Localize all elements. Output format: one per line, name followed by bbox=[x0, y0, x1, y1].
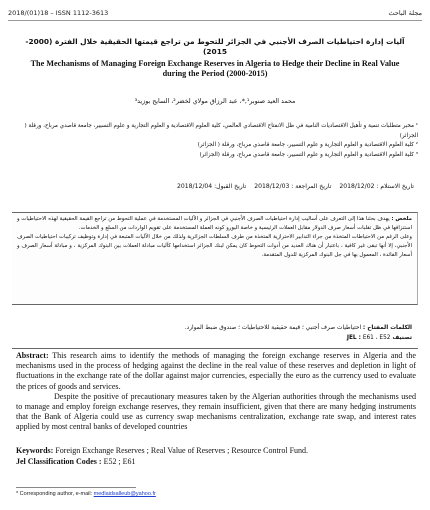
english-jel-codes: E52 ; E61 bbox=[101, 456, 136, 466]
affiliation-3: ³ كلية العلوم الاقتصادية و العلوم التجارية و علوم التسيير، جامعة قاصدي مرباح، ورقلة (الجزائر) bbox=[199, 151, 418, 158]
journal-header bbox=[8, 6, 422, 21]
journal-issue: 2018/(01)18 – ISSN 1112-3613 bbox=[8, 9, 109, 17]
corresponding-author-note bbox=[16, 491, 156, 497]
author-list: محمد العيد صنوبر¹,*، عبد الرزاق مولاي لخضر²، السايح بوزيد³ bbox=[134, 98, 296, 105]
english-keywords bbox=[16, 446, 416, 467]
section-divider bbox=[12, 348, 418, 349]
english-abstract-label: Abstract: bbox=[16, 351, 49, 360]
affiliations bbox=[12, 122, 418, 160]
english-keywords-label: Keywords: bbox=[16, 446, 54, 455]
footnote-rule bbox=[16, 487, 136, 488]
journal-name: مجلة الباحث bbox=[388, 9, 422, 17]
arabic-abstract-p1: يهدف بحثنا هذا إلى التعرف على أساليب إدارة احتياطيات الصرف الأجنبي في الجزائر و الآليات المستخدمة في عملية التحوط من تراجع القيمة الحقيقية لهذه الاحتياطيات و استنزافها في ظل تقلبات أسعار صرف الدولار مقابل العملات الرئيسية و خاصة اليورو كونه العملة المستخدمة على تقويم الواردات من السلع و الخدمات. bbox=[17, 216, 412, 231]
accepted-date: تاريخ القبول: 2018/12/04 bbox=[177, 183, 247, 190]
author-email-link[interactable]: medlaidsalleub@yahoo.fr bbox=[93, 491, 156, 497]
affiliation-1: ¹ مخبر متطلبات تنمية و تأهيل الاقتصاديات النامية في ظل الانفتاح الاقتصادي العالمي، كلية العلوم الاقتصادية و العلوم التجارية و علوم التسيير، جامعة قاصدي مرباح، ورقلة ( الجزائر) bbox=[24, 123, 418, 139]
arabic-abstract-label: ملخص : bbox=[391, 216, 412, 222]
english-title: The Mechanisms of Managing Foreign Exchange Reserves in Algeria to Hedge their Decline in Real Value during the Period (2000-2015) bbox=[30, 59, 400, 78]
english-abstract-p2: Despite the positive of precautionary measures taken by the Algerian authorities through the mechanisms used to manage and employ foreign exchange reserves, they remain insufficient, given that there are many hedging instruments that the Bank of Algeria could use as currency swap mechanisms centralization, exchange rate swap, and interest rates applied by most central banks of developed countries bbox=[16, 391, 416, 432]
affiliation-2: ² كلية العلوم الاقتصادية و العلوم التجارية و علوم التسيير، جامعة قاصدي مرباح، ورقلة ( الجزائر) bbox=[197, 142, 418, 148]
submission-dates bbox=[60, 183, 414, 190]
revised-date: تاريخ المراجعة : 2018/12/03 bbox=[254, 183, 332, 190]
arabic-keywords-label: الكلمات المفتاح : bbox=[362, 325, 412, 331]
received-date: تاريخ الاستلام : 2018/12/02 bbox=[339, 183, 414, 190]
footnote-label: * Corresponding author, e-mail: bbox=[16, 491, 93, 497]
arabic-keywords-text: احتياطيات صرف أجنبي ؛ قيمة حقيقية للاحتياطيات ؛ صندوق ضبط الموارد. bbox=[184, 325, 362, 331]
arabic-jel-codes: E61 ، E52 bbox=[362, 335, 391, 341]
arabic-keywords bbox=[22, 323, 412, 343]
english-abstract bbox=[16, 351, 416, 433]
arabic-abstract-p2: وعلى الرغم من الاحتياطات المتخذة من جراء التدابير الاحترازية المتخذة من طرف السلطات الجزائرية ولذلك من خلال الآليات المتبعة في إدارة وتوظيف تركيبات احتياطيات الصرف الأجنبي، إلا أنها تبقى غير كافية ، باعتبار أن هناك العديد من أدوات التحوط كان يمكن لبنك الجزائر استخدامها كآليات مبادلة العملات بين البنوك المركزية ، و مبادلة أسعار الصرف و أسعار الفائدة ، المعمول بها في جل البنوك المركزية للدول المتقدمة. bbox=[17, 234, 412, 258]
arabic-title: آليات إدارة احتياطيات الصرف الأجنبي في الجزائر للتحوط من تراجع قيمتها الحقيقية خلال الفترة (2000-2015) bbox=[25, 37, 405, 56]
arabic-abstract-box bbox=[12, 212, 418, 305]
english-keywords-text: Foreign Exchange Reserves ; Real Value of Reserves ; Resource Control Fund. bbox=[53, 446, 309, 455]
english-abstract-p1: This research aims to identify the methods of managing the foreign exchange reserves in Algeria and the mechanisms used in the process of hedging against the decline in the real value of these reserves and depletion in light of fluctuations in the exchange rate of the dollar against major currencies, especially the euro as the currency used to evaluate the prices of goods and services. bbox=[16, 351, 416, 391]
arabic-abstract bbox=[17, 215, 412, 260]
arabic-jel-label: تصنيف JEL : bbox=[346, 335, 412, 341]
english-jel-label: Jel Classification Codes : bbox=[16, 456, 102, 466]
